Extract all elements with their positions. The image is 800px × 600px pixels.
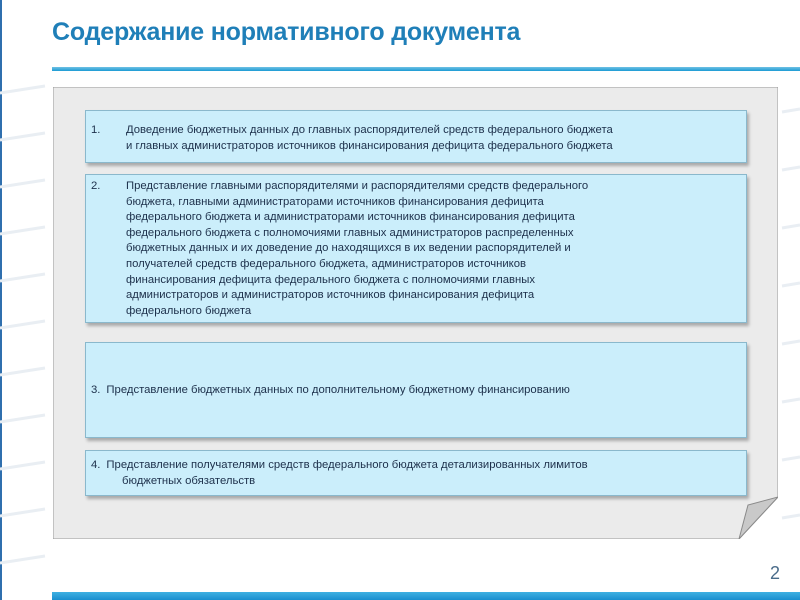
content-item-1 — [85, 110, 747, 163]
content-item-4 — [85, 450, 747, 496]
item-text-line: и главных администраторов источников финансирования дефицита федерального бюджета — [126, 139, 613, 152]
item-text-line: получателей средств федерального бюджета, администраторов источников — [126, 257, 527, 270]
list-item — [91, 123, 742, 154]
item-number: 4. — [91, 459, 101, 471]
page-title: Содержание нормативного документа — [52, 18, 521, 46]
item-text-line: бюджета, главными администраторами источников финансирования дефицита — [126, 195, 544, 208]
item-first-line — [91, 458, 742, 474]
item-text-line: Представление получателями средств федерального бюджета детализированных лимитов — [106, 459, 588, 471]
list-item — [91, 179, 742, 319]
page-number: 2 — [769, 563, 780, 583]
item-text-line: Представление главными распорядителями и распорядителями средств федерального — [126, 180, 589, 192]
item-text-line: финансирования дефицита федерального бюджета с полномочиями главных — [126, 273, 535, 286]
item-number: 1. — [91, 124, 101, 136]
item-text-line: федерального бюджета — [126, 304, 252, 317]
item-text-line: бюджетных обязательств — [122, 474, 256, 487]
list-item — [91, 383, 742, 399]
item-number: 3. — [91, 384, 101, 396]
item-text-line: Представление бюджетных данных по дополнительному бюджетному финансированию — [106, 384, 570, 396]
item-text-line: Доведение бюджетных данных до главных распорядителей средств федерального бюджета — [126, 124, 613, 136]
item-number: 2. — [91, 180, 101, 192]
bottom-accent-bar — [52, 592, 800, 600]
item-text-line: администраторов и администраторов источников финансирования дефицита — [126, 289, 535, 302]
list-item — [91, 458, 742, 489]
item-text-line: бюджетных данных и их доведение до находящихся в их ведении распорядителей и — [126, 242, 571, 255]
item-text-line: федерального бюджета с полномочиями главных администраторов распределенных — [126, 226, 574, 239]
item-text-line: федерального бюджета и администраторами источников финансирования дефицита — [126, 211, 575, 224]
content-item-3 — [85, 342, 747, 438]
content-item-2 — [85, 174, 747, 323]
